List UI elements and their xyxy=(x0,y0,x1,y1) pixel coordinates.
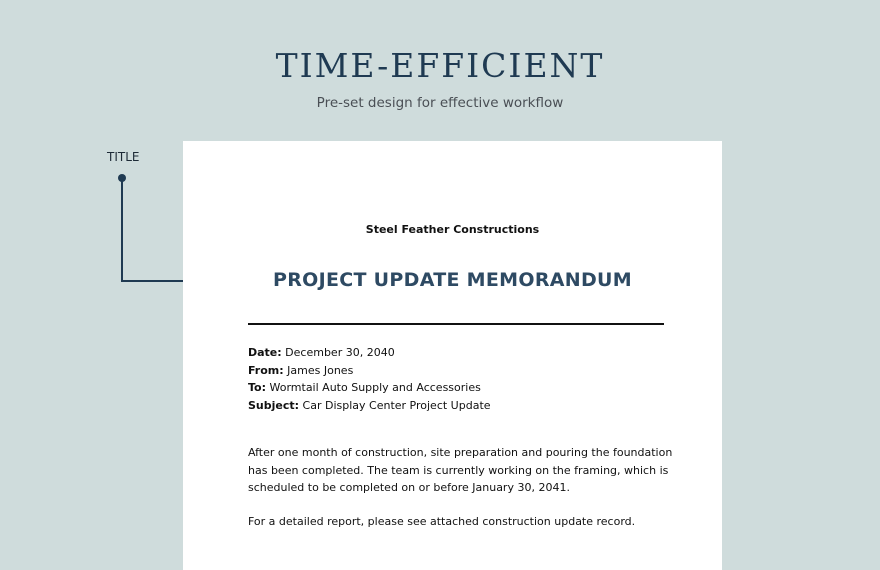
subject-label: Subject: xyxy=(248,398,300,412)
subject-value: Car Display Center Project Update xyxy=(302,398,491,412)
date-field xyxy=(248,344,668,362)
to-field xyxy=(248,379,668,397)
from-field xyxy=(248,362,668,380)
banner-subheadline: Pre-set design for effective workflow xyxy=(316,95,564,111)
paragraph-line: scheduled to be completed on or before January 30, 2041. xyxy=(248,481,570,494)
from-value: James Jones xyxy=(287,363,354,377)
to-value: Wormtail Auto Supply and Accessories xyxy=(269,381,481,394)
document-page xyxy=(183,141,722,570)
paragraph-line: After one month of construction, site preparation and pouring the foundation xyxy=(248,446,673,459)
from-label: From: xyxy=(248,363,284,377)
to-label: To: xyxy=(248,381,266,394)
paragraph-line: has been completed. The team is currently working on the framing, which is xyxy=(248,463,669,477)
subject-field xyxy=(248,397,668,415)
body-paragraph-1 xyxy=(248,444,673,497)
date-label: Date: xyxy=(248,346,282,359)
body-paragraph-2 xyxy=(248,513,668,531)
title-divider xyxy=(248,323,664,325)
memo-header-fields xyxy=(248,344,668,414)
callout-connector-vertical xyxy=(121,180,123,281)
company-name: Steel Feather Constructions xyxy=(365,223,540,236)
banner-headline: TIME-EFFICIENT xyxy=(275,46,605,85)
date-value: December 30, 2040 xyxy=(285,346,395,359)
document-title: PROJECT UPDATE MEMORANDUM xyxy=(273,269,632,291)
paragraph-line: For a detailed report, please see attached construction update record. xyxy=(248,515,636,528)
callout-label: TITLE xyxy=(107,150,140,164)
